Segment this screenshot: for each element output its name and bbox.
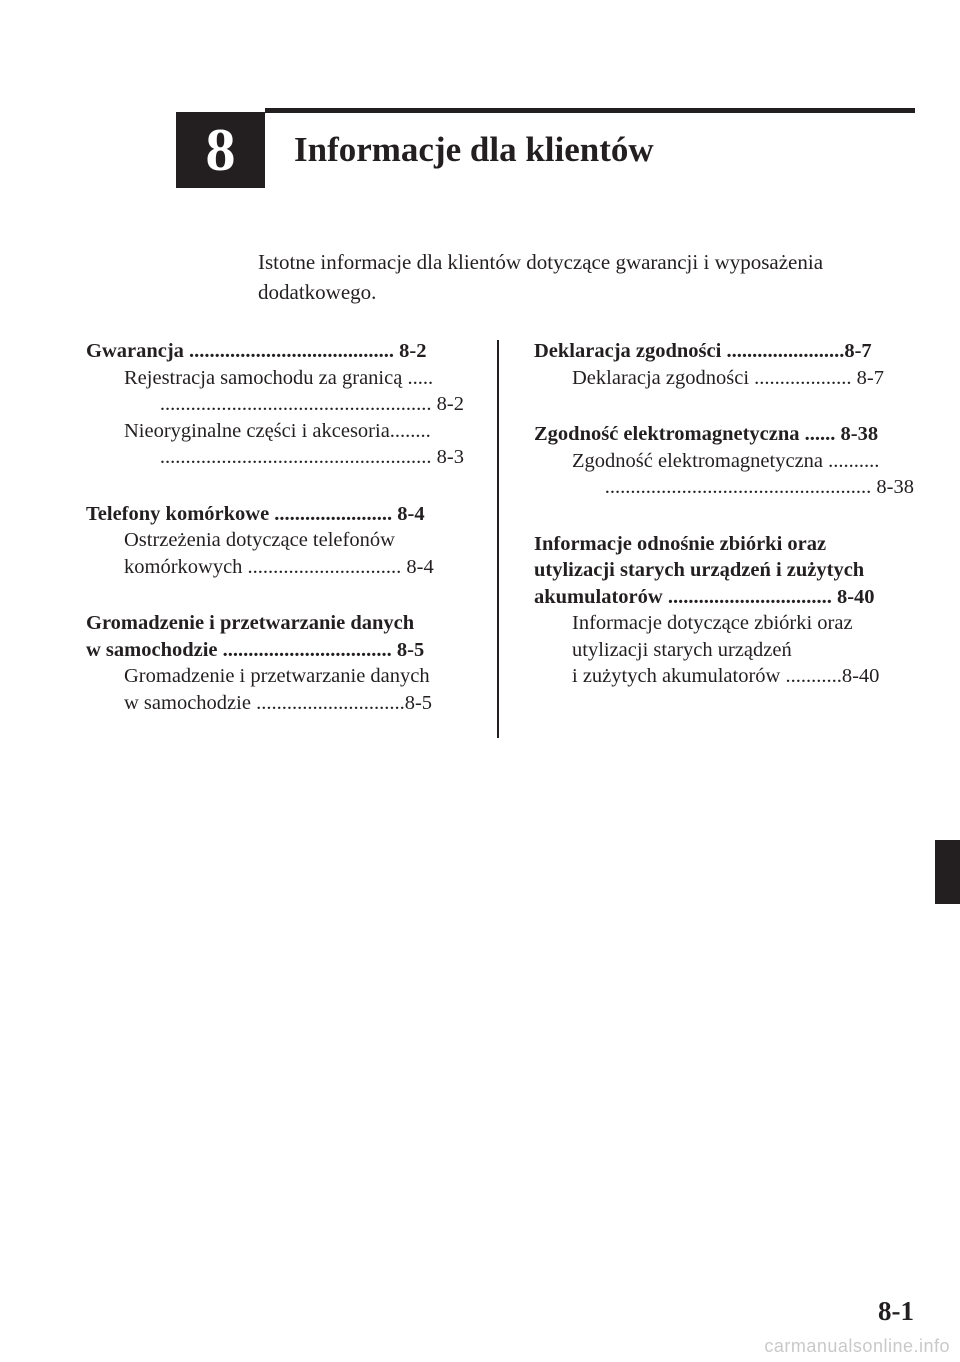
intro-line-2: dodatkowego. [258, 280, 377, 304]
chapter-intro [258, 247, 898, 307]
chapter-number-box [176, 112, 265, 188]
toc-section-deklaracja [534, 338, 914, 391]
toc-link-gromadzenie[interactable]: Gromadzenie i przetwarzanie danych [86, 612, 415, 634]
toc-right-column [534, 338, 914, 720]
toc-section-gwarancja [86, 338, 464, 471]
toc-link-zgodnosc[interactable]: Zgodność elektromagnetyczna ...... 8-38 [534, 423, 879, 445]
toc-link-deklaracja[interactable]: Deklaracja zgodności .......................8-7 [534, 340, 872, 362]
toc-link-zgodnosc-sub-page[interactable]: .................................................... 8-38 [604, 476, 914, 498]
toc-link-ostrzezenia[interactable]: Ostrzeżenia dotyczące telefonów [124, 529, 395, 551]
toc-link-ostrzezenia-page[interactable]: komórkowych .............................. 8-4 [124, 555, 434, 578]
chapter-thumb-tab [935, 840, 960, 904]
toc-link-deklaracja-sub[interactable]: Deklaracja zgodności ................... 8-7 [572, 366, 884, 389]
chapter-number: 8 [205, 117, 236, 183]
chapter-header-rule [265, 108, 915, 113]
watermark: carmanualsonline.info [764, 1336, 950, 1356]
toc-link-gromadzenie-page[interactable]: w samochodzie ................................. 8-5 [86, 638, 425, 661]
toc-link-informacje-sub-page[interactable]: i zużytych akumulatorów ...........8-40 [572, 665, 880, 687]
toc-link-informacje-1[interactable]: Informacje odnośnie zbiórki oraz [534, 532, 827, 555]
toc-section-telefony [86, 501, 464, 581]
toc-link-telefony[interactable]: Telefony komórkowe ....................... 8-4 [86, 502, 425, 525]
chapter-title: Informacje dla klientów [294, 130, 654, 169]
toc-link-gwarancja[interactable]: Gwarancja ........................................ 8-2 [86, 340, 427, 362]
toc-link-informacje-sub-2[interactable]: utylizacji starych urządzeń [572, 638, 792, 661]
toc-left-column [86, 338, 464, 746]
toc-link-nieoryginalne-page[interactable]: ..................................................... 8-3 [159, 446, 464, 468]
intro-line-1: Istotne informacje dla klientów dotyczące gwarancji i wyposażenia [258, 250, 824, 274]
toc-link-informacje-2[interactable]: utylizacji starych urządzeń i zużytych [534, 559, 865, 581]
column-divider [497, 340, 499, 738]
page-number: 8-1 [878, 1296, 914, 1326]
toc-link-rejestracja-page[interactable]: ..................................................... 8-2 [159, 393, 464, 415]
toc-link-rejestracja[interactable]: Rejestracja samochodu za granicą ..... [124, 366, 434, 389]
toc-link-gromadzenie-sub-page[interactable]: w samochodzie .............................8-5 [124, 691, 433, 714]
toc-link-nieoryginalne[interactable]: Nieoryginalne części i akcesoria........ [124, 419, 431, 442]
toc-link-informacje-sub-1[interactable]: Informacje dotyczące zbiórki oraz [572, 612, 853, 634]
toc-link-informacje-page[interactable]: akumulatorów ................................ 8-40 [534, 585, 875, 608]
toc-link-gromadzenie-sub[interactable]: Gromadzenie i przetwarzanie danych [124, 665, 430, 687]
toc-section-gromadzenie [86, 610, 464, 716]
toc-section-informacje [534, 531, 914, 690]
toc-link-zgodnosc-sub[interactable]: Zgodność elektromagnetyczna .......... [572, 449, 880, 472]
toc-section-zgodnosc [534, 421, 914, 501]
